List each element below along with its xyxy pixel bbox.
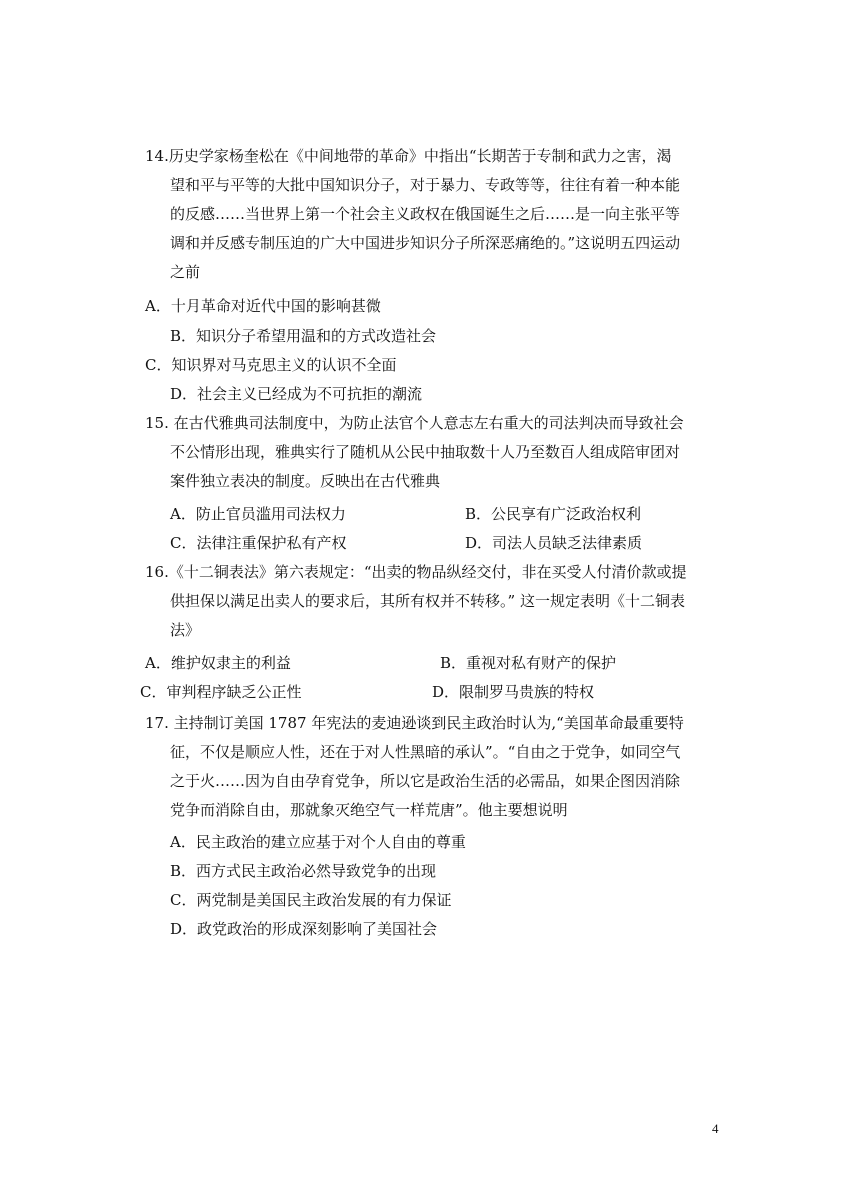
question-15-stem-line-2: 不公情形出现，雅典实行了随机从公民中抽取数十人乃至数百人组成陪审团对: [170, 443, 681, 461]
page-number: 4: [712, 1121, 719, 1136]
question-16-option-b: B．重视对私有财产的保护: [440, 654, 617, 672]
question-14-option-b: B．知识分子希望用温和的方式改造社会: [170, 327, 437, 345]
question-15-stem-line-3: 案件独立表决的制度。反映出在古代雅典: [170, 472, 441, 490]
question-14-stem-line-3: 的反感……当世界上第一个社会主义政权在俄国诞生之后……是一向主张平等: [170, 205, 681, 223]
question-15-stem-line-1: 15. 在古代雅典司法制度中，为防止法官个人意志左右重大的司法判决而导致社会: [145, 414, 684, 432]
question-14-stem-line-2: 望和平与平等的大批中国知识分子，对于暴力、专政等等，往往有着一种本能: [170, 176, 681, 194]
question-14-option-c: C．知识界对马克思主义的认识不全面: [145, 356, 397, 374]
question-15-option-c: C．法律注重保护私有产权: [170, 534, 347, 552]
question-14-stem-line-4: 调和并反感专制压迫的广大中国进步知识分子所深恶痛绝的。”这说明五四运动: [170, 234, 681, 252]
question-17-stem-line-3: 之于火……因为自由孕育党争，所以它是政治生活的必需品，如果企图因消除: [170, 772, 681, 790]
question-17-stem-line-4: 党争而消除自由，那就象灭绝空气一样荒唐”。他主要想说明: [170, 801, 568, 819]
question-16-option-c: C．审判程序缺乏公正性: [140, 683, 302, 701]
question-15-option-a: A．防止官员滥用司法权力: [170, 505, 346, 523]
question-17-option-a: A．民主政治的建立应基于对个人自由的尊重: [170, 833, 466, 851]
question-16-stem-line-2: 供担保以满足出卖人的要求后，其所有权并不转移。” 这一规定表明《十二铜表: [170, 592, 685, 610]
question-17-option-d: D．政党政治的形成深刻影响了美国社会: [170, 920, 438, 938]
question-14-stem-line-1: 14.历史学家杨奎松在《中间地带的革命》中指出“长期苦于专制和武力之害，渴: [145, 147, 672, 165]
question-15-option-b: B．公民享有广泛政治权利: [465, 505, 642, 523]
question-16-stem-line-3: 法》: [170, 621, 201, 639]
question-14-stem-line-5: 之前: [170, 263, 201, 281]
question-16-stem-line-1: 16.《十二铜表法》第六表规定：“出卖的物品纵经交付，非在买受人付清价款或提: [145, 563, 687, 581]
question-16-option-a: A．维护奴隶主的利益: [145, 654, 291, 672]
question-17-stem-line-1: 17. 主持制订美国 1787 年宪法的麦迪逊谈到民主政治时认为,“美国革命最重要特: [145, 714, 684, 732]
question-17-option-c: C．两党制是美国民主政治发展的有力保证: [170, 891, 452, 909]
question-17-option-b: B．西方式民主政治必然导致党争的出现: [170, 862, 437, 880]
question-14-option-a: A．十月革命对近代中国的影响甚微: [145, 297, 381, 315]
question-14-option-d: D．社会主义已经成为不可抗拒的潮流: [170, 385, 423, 403]
question-15-option-d: D．司法人员缺乏法律素质: [465, 534, 643, 552]
question-16-option-d: D．限制罗马贵族的特权: [432, 683, 595, 701]
question-17-stem-line-2: 征，不仅是顺应人性，还在于对人性黑暗的承认”。“自由之于党争，如同空气: [170, 743, 681, 761]
